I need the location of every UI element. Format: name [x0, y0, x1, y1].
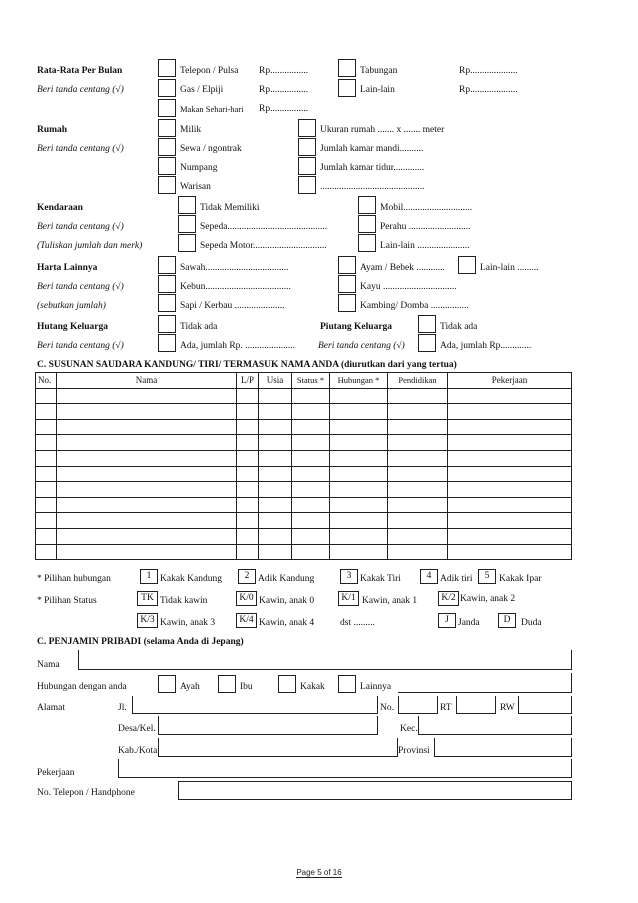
table-cell[interactable]: [292, 435, 330, 451]
table-cell[interactable]: [57, 388, 237, 404]
table-cell[interactable]: [448, 528, 572, 544]
kendaraan-opt-mobil: Mobil.............................: [380, 203, 473, 213]
hub-code-3: 3: [340, 569, 358, 584]
table-cell[interactable]: [448, 388, 572, 404]
kec-field[interactable]: [418, 716, 572, 735]
piutang-title: Piutang Keluarga: [320, 322, 393, 332]
penjamin-telepon-label: No. Telepon / Handphone: [37, 788, 135, 798]
ayam-checkbox[interactable]: [338, 256, 356, 274]
penjamin-no-label: No.: [380, 703, 394, 713]
table-cell[interactable]: [330, 528, 388, 544]
table-cell[interactable]: [237, 497, 259, 513]
table-cell[interactable]: [57, 544, 237, 560]
table-row: [36, 466, 572, 482]
table-cell[interactable]: [237, 466, 259, 482]
hub-code-4: 4: [420, 569, 438, 584]
table-cell[interactable]: [259, 497, 292, 513]
saudara-table: [35, 372, 572, 560]
ayah-label: Ayah: [180, 682, 200, 692]
table-cell[interactable]: [36, 528, 57, 544]
hubungan-legend-label: * Pilihan hubungan: [37, 574, 111, 584]
table-cell[interactable]: [57, 497, 237, 513]
col-pendidikan: Pendidikan: [388, 373, 448, 389]
penjamin-kab-label: Kab./Kota: [118, 746, 158, 756]
table-row: [36, 435, 572, 451]
piutang-opt2: Ada, jumlah Rp.............: [440, 341, 532, 351]
page-footer: [0, 868, 638, 877]
numpang-checkbox[interactable]: [158, 157, 176, 175]
table-cell[interactable]: [448, 435, 572, 451]
lainlain-rp: Rp....................: [459, 85, 518, 95]
table-cell[interactable]: [388, 435, 448, 451]
table-cell[interactable]: [388, 388, 448, 404]
telepon-checkbox[interactable]: [158, 59, 176, 77]
ibu-label: Ibu: [240, 682, 253, 692]
pekerjaan-field[interactable]: [118, 759, 572, 778]
table-cell[interactable]: [330, 450, 388, 466]
status-code-k1: K/1: [338, 591, 359, 606]
table-cell[interactable]: [448, 404, 572, 420]
rumah-dots: ............................................: [320, 182, 425, 192]
hub-text-2: Adik Kandung: [258, 574, 315, 584]
table-cell[interactable]: [259, 466, 292, 482]
col-usia: Usia: [259, 373, 292, 389]
table-cell[interactable]: [36, 435, 57, 451]
table-row: [36, 544, 572, 560]
piutang-hint: Beri tanda centang (√): [318, 341, 405, 351]
table-cell[interactable]: [448, 497, 572, 513]
penjamin-provinsi-label: Provinsi: [398, 746, 430, 756]
kakak-label: Kakak: [300, 682, 325, 692]
table-cell[interactable]: [388, 482, 448, 498]
kamar-tidur-label: Jumlah kamar tidur.............: [320, 163, 425, 173]
telepon-label: Telepon / Pulsa: [180, 66, 239, 76]
table-cell[interactable]: [448, 450, 572, 466]
table-cell[interactable]: [259, 528, 292, 544]
rumah-opt-warisan: Warisan: [180, 182, 211, 192]
rata-title: Rata-Rata Per Bulan: [37, 66, 123, 76]
status-legend-label: * Pilihan Status: [37, 596, 97, 606]
penjamin-desa-label: Desa/Kel.: [118, 724, 156, 734]
table-cell[interactable]: [292, 404, 330, 420]
hub-code-2: 2: [238, 569, 256, 584]
table-header-row: [36, 373, 572, 389]
col-no: No.: [36, 373, 57, 389]
no-field[interactable]: [398, 696, 438, 714]
makan-label: Makan Sehari-hari: [180, 104, 244, 114]
penjamin-nama-field[interactable]: [78, 650, 572, 670]
status-code-k4: K/4: [236, 613, 257, 628]
table-cell[interactable]: [388, 513, 448, 529]
tabungan-checkbox[interactable]: [338, 59, 356, 77]
table-cell[interactable]: [259, 388, 292, 404]
kamar-mandi-label: Jumlah kamar mandi..........: [320, 144, 424, 154]
penjamin-rw-label: RW: [500, 703, 515, 713]
sapi-checkbox[interactable]: [158, 294, 176, 312]
status-text-k0: Kawin, anak 0: [259, 596, 315, 606]
table-row: [36, 419, 572, 435]
sawah-checkbox[interactable]: [158, 256, 176, 274]
gas-rp: Rp................: [259, 85, 309, 95]
table-cell[interactable]: [57, 435, 237, 451]
ibu-checkbox[interactable]: [218, 675, 236, 693]
ukuran-checkbox[interactable]: [298, 119, 316, 137]
harta-title: Harta Lainnya: [37, 263, 98, 273]
ukuran-label: Ukuran rumah ....... x ....... meter: [320, 125, 445, 135]
penjamin-hubungan-label: Hubungan dengan anda: [37, 682, 127, 692]
table-cell[interactable]: [36, 513, 57, 529]
lainnya-label: Lainnya: [360, 682, 392, 692]
lainlain-label: Lain-lain: [360, 85, 395, 95]
harta-opt-ayam: Ayam / Bebek ............: [360, 263, 445, 273]
table-cell[interactable]: [292, 466, 330, 482]
table-cell[interactable]: [36, 482, 57, 498]
col-hubungan: Hubungan *: [330, 373, 388, 389]
table-cell[interactable]: [330, 513, 388, 529]
table-cell[interactable]: [259, 513, 292, 529]
col-lp: L/P: [237, 373, 259, 389]
rumah-hint: Beri tanda centang (√): [37, 144, 124, 154]
table-cell[interactable]: [330, 544, 388, 560]
status-code-k2: K/2: [438, 591, 459, 606]
tabungan-label: Tabungan: [360, 66, 398, 76]
status-text-d: Duda: [521, 618, 542, 628]
status-code-tk: TK: [137, 591, 158, 606]
status-code-j: J: [438, 613, 456, 628]
ayah-checkbox[interactable]: [158, 675, 176, 693]
table-cell[interactable]: [36, 466, 57, 482]
piutang-opt1: Tidak ada: [440, 322, 478, 332]
perahu-checkbox[interactable]: [358, 215, 376, 233]
kendaraan-opt-lain: Lain-lain ......................: [380, 241, 470, 251]
piutang-tidak-checkbox[interactable]: [418, 315, 436, 333]
status-text-k4: Kawin, anak 4: [259, 618, 315, 628]
sepeda-checkbox[interactable]: [178, 215, 196, 233]
harta-opt-lain: Lain-lain .........: [480, 263, 539, 273]
table-cell[interactable]: [57, 404, 237, 420]
table-cell[interactable]: [388, 466, 448, 482]
status-code-d: D: [498, 613, 516, 628]
table-cell[interactable]: [259, 404, 292, 420]
kendaraan-hint: Beri tanda centang (√): [37, 222, 124, 232]
gas-checkbox[interactable]: [158, 79, 176, 97]
harta-hint: Beri tanda centang (√): [37, 282, 124, 292]
telepon-field[interactable]: [178, 781, 572, 800]
table-cell[interactable]: [388, 404, 448, 420]
hutang-opt2: Ada, jumlah Rp. .....................: [180, 341, 296, 351]
table-cell[interactable]: [330, 497, 388, 513]
harta-opt-sapi: Sapi / Kerbau .....................: [180, 301, 285, 311]
hutang-ada-checkbox[interactable]: [158, 334, 176, 352]
table-cell[interactable]: [330, 388, 388, 404]
table-cell[interactable]: [448, 544, 572, 560]
table-cell[interactable]: [388, 544, 448, 560]
provinsi-field[interactable]: [434, 738, 572, 757]
kendaraan-opt-perahu: Perahu ..........................: [380, 222, 471, 232]
penjamin-rt-label: RT: [440, 703, 452, 713]
mobil-checkbox[interactable]: [358, 196, 376, 214]
gas-label: Gas / Elpiji: [180, 85, 224, 95]
status-text-k1: Kawin, anak 1: [362, 596, 418, 606]
tidak-memiliki-checkbox[interactable]: [178, 196, 196, 214]
hutang-tidak-checkbox[interactable]: [158, 315, 176, 333]
table-cell[interactable]: [259, 419, 292, 435]
table-cell[interactable]: [292, 482, 330, 498]
table-row: [36, 388, 572, 404]
kebun-checkbox[interactable]: [158, 275, 176, 293]
penjamin-alamat-label: Alamat: [37, 703, 65, 713]
table-cell[interactable]: [57, 450, 237, 466]
table-cell[interactable]: [57, 419, 237, 435]
piutang-ada-checkbox[interactable]: [418, 334, 436, 352]
kamar-tidur-checkbox[interactable]: [298, 157, 316, 175]
page-number: Page 5 of 16: [296, 868, 342, 877]
table-row: [36, 482, 572, 498]
status-code-k0: K/0: [236, 591, 257, 606]
status-text-k3: Kawin, anak 3: [160, 618, 216, 628]
rw-field[interactable]: [518, 696, 572, 714]
rata-hint: Beri tanda centang (√): [37, 85, 124, 95]
table-cell[interactable]: [237, 435, 259, 451]
table-cell[interactable]: [330, 404, 388, 420]
col-pekerjaan: Pekerjaan: [448, 373, 572, 389]
hutang-hint: Beri tanda centang (√): [37, 341, 124, 351]
table-cell[interactable]: [292, 419, 330, 435]
hutang-title: Hutang Keluarga: [37, 322, 108, 332]
harta-opt-kebun: Kebun....................................: [180, 282, 291, 292]
table-cell[interactable]: [57, 528, 237, 544]
table-cell[interactable]: [237, 544, 259, 560]
rumah-other-checkbox[interactable]: [298, 176, 316, 194]
table-cell[interactable]: [259, 450, 292, 466]
table-cell[interactable]: [237, 419, 259, 435]
table-cell[interactable]: [330, 466, 388, 482]
table-cell[interactable]: [448, 419, 572, 435]
harta-lain-checkbox[interactable]: [458, 256, 476, 274]
table-cell[interactable]: [259, 544, 292, 560]
table-cell[interactable]: [330, 435, 388, 451]
table-cell[interactable]: [237, 482, 259, 498]
status-code-k3: K/3: [137, 613, 158, 628]
table-row: [36, 450, 572, 466]
table-cell[interactable]: [237, 404, 259, 420]
harta-opt-kayu: Kayu ...............................: [360, 282, 457, 292]
table-cell[interactable]: [388, 528, 448, 544]
table-cell[interactable]: [388, 450, 448, 466]
makan-checkbox[interactable]: [158, 99, 176, 117]
kendaraan-opt-sepeda: Sepeda..........................................: [200, 222, 328, 232]
col-status: Status *: [292, 373, 330, 389]
table-row: [36, 404, 572, 420]
sewa-checkbox[interactable]: [158, 138, 176, 156]
tabungan-rp: Rp....................: [459, 66, 518, 76]
kendaraan-title: Kendaraan: [37, 203, 83, 213]
kendaraan-lain-checkbox[interactable]: [358, 234, 376, 252]
hub-code-1: 1: [140, 569, 158, 584]
hub-code-5: 5: [478, 569, 496, 584]
table-cell[interactable]: [237, 528, 259, 544]
table-cell[interactable]: [36, 404, 57, 420]
table-cell[interactable]: [259, 482, 292, 498]
status-text-j: Janda: [458, 618, 480, 628]
col-nama: Nama: [57, 373, 237, 389]
table-cell[interactable]: [292, 528, 330, 544]
section-c-title: C. SUSUNAN SAUDARA KANDUNG/ TIRI/ TERMASUK NAMA ANDA (diurutkan dari yang tertua): [37, 360, 457, 370]
rt-field[interactable]: [456, 696, 496, 714]
status-text-tk: Tidak kawin: [160, 596, 208, 606]
table-cell[interactable]: [36, 544, 57, 560]
hub-text-4: Adik tiri: [440, 574, 473, 584]
table-cell[interactable]: [448, 513, 572, 529]
desa-field[interactable]: [158, 716, 378, 735]
milik-checkbox[interactable]: [158, 119, 176, 137]
table-row: [36, 528, 572, 544]
penjamin-title: C. PENJAMIN PRIBADI (selama Anda di Jepang): [37, 637, 244, 647]
table-cell[interactable]: [292, 497, 330, 513]
table-cell[interactable]: [448, 482, 572, 498]
table-cell[interactable]: [36, 388, 57, 404]
kendaraan-hint2: (Tuliskan jumlah dan merk): [37, 241, 143, 251]
table-cell[interactable]: [57, 466, 237, 482]
table-cell[interactable]: [388, 497, 448, 513]
table-cell[interactable]: [292, 544, 330, 560]
table-cell[interactable]: [57, 513, 237, 529]
hub-text-1: Kakak Kandung: [160, 574, 222, 584]
kayu-checkbox[interactable]: [338, 275, 356, 293]
table-cell[interactable]: [36, 497, 57, 513]
table-row: [36, 497, 572, 513]
rumah-opt-sewa: Sewa / ngontrak: [180, 144, 242, 154]
kab-field[interactable]: [158, 738, 398, 757]
hutang-opt1: Tidak ada: [180, 322, 218, 332]
table-cell[interactable]: [292, 450, 330, 466]
table-cell[interactable]: [330, 482, 388, 498]
penjamin-pekerjaan-label: Pekerjaan: [37, 768, 75, 778]
table-cell[interactable]: [237, 450, 259, 466]
table-cell[interactable]: [292, 388, 330, 404]
penjamin-jl-label: Jl.: [118, 703, 127, 713]
harta-opt-sawah: Sawah...................................: [180, 263, 289, 273]
lainlain-checkbox[interactable]: [338, 79, 356, 97]
makan-rp: Rp................: [259, 104, 309, 114]
harta-opt-kambing: Kambing/ Domba ................: [360, 301, 469, 311]
table-cell[interactable]: [36, 450, 57, 466]
kakak-checkbox[interactable]: [278, 675, 296, 693]
table-row: [36, 513, 572, 529]
table-cell[interactable]: [237, 388, 259, 404]
kendaraan-opt-tidak: Tidak Memiliki: [200, 203, 260, 213]
harta-hint2: (sebutkan jumlah): [37, 301, 106, 311]
table-cell[interactable]: [259, 435, 292, 451]
status-dst: dst .........: [340, 618, 375, 628]
jl-field[interactable]: [132, 696, 378, 714]
telepon-rp: Rp................: [259, 66, 309, 76]
table-cell[interactable]: [237, 513, 259, 529]
sepeda-motor-checkbox[interactable]: [178, 234, 196, 252]
status-text-k2: Kawin, anak 2: [460, 594, 516, 604]
lainnya-checkbox[interactable]: [338, 675, 356, 693]
kendaraan-opt-motor: Sepeda Motor...............................: [200, 241, 327, 251]
rumah-opt-milik: Milik: [180, 125, 202, 135]
hub-text-3: Kakak Tiri: [360, 574, 401, 584]
table-cell[interactable]: [36, 419, 57, 435]
penjamin-nama-label: Nama: [37, 660, 60, 670]
table-cell[interactable]: [57, 482, 237, 498]
kambing-checkbox[interactable]: [338, 294, 356, 312]
warisan-checkbox[interactable]: [158, 176, 176, 194]
table-cell[interactable]: [330, 419, 388, 435]
penjamin-kec-label: Kec.: [400, 724, 418, 734]
kamar-mandi-checkbox[interactable]: [298, 138, 316, 156]
rumah-opt-numpang: Numpang: [180, 163, 218, 173]
table-cell[interactable]: [292, 513, 330, 529]
table-cell[interactable]: [448, 466, 572, 482]
lainnya-field[interactable]: [398, 673, 572, 693]
hub-text-5: Kakak Ipar: [499, 574, 542, 584]
rumah-title: Rumah: [37, 125, 68, 135]
table-cell[interactable]: [388, 419, 448, 435]
